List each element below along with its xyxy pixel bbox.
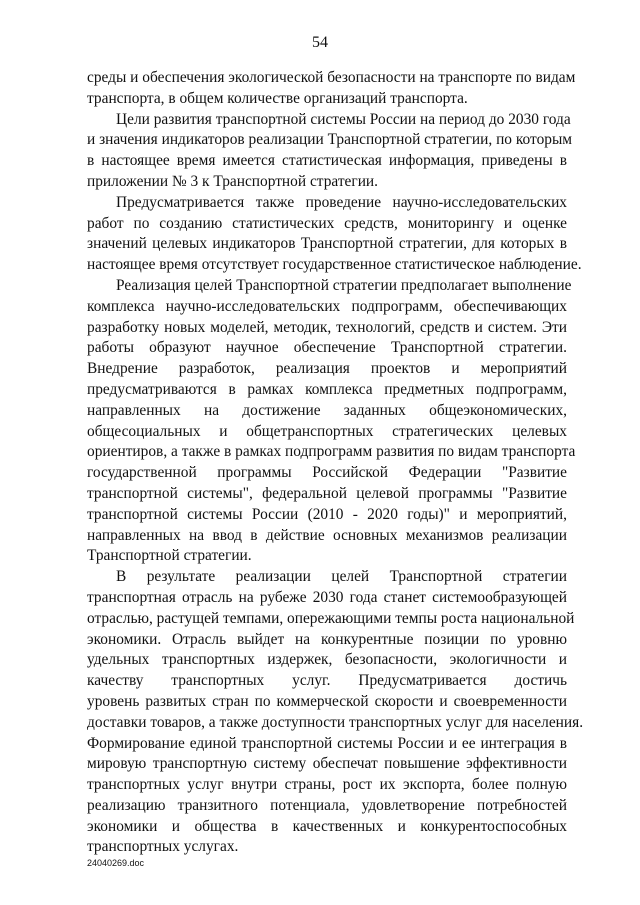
text-line: направленных на ввод в действие основных механизмов реализации xyxy=(87,526,567,544)
text-line: Предусматривается также проведение научно-исследовательских xyxy=(116,193,567,211)
paragraph-3 xyxy=(87,193,582,276)
paragraph-5 xyxy=(87,567,584,858)
text-line: В результате реализации целей Транспортной стратегии xyxy=(116,568,567,586)
text-line: мировую транспортную систему обеспечат повышение эффективности xyxy=(87,755,567,773)
text-line: экономики и общества в качественных и конкурентоспособных xyxy=(87,817,567,835)
text-line: разработку новых моделей, методик, технологий, средств и систем. Эти xyxy=(87,318,567,336)
text-line: и значения индикаторов реализации Транспортной стратегии, по которым xyxy=(87,131,573,149)
text-line: государственной программы Российской Федерации "Развитие xyxy=(87,464,567,482)
text-line: реализацию транзитного потенциала, удовлетворение потребностей xyxy=(87,796,567,814)
text-line: Внедрение разработок, реализация проектов и мероприятий xyxy=(87,360,567,378)
text-line: приложении № 3 к Транспортной стратегии. xyxy=(87,172,379,190)
text-line: среды и обеспечения экологической безопасности на транспорте по видам xyxy=(87,69,576,86)
text-line: транспортных услуг внутри страны, рост их экспорта, более полную xyxy=(87,776,567,794)
text-line: экономики. Отрасль выйдет на конкурентные позиции по уровню xyxy=(87,630,567,648)
text-line: комплекса научно-исследовательских подпрограмм, обеспечивающих xyxy=(87,297,567,315)
text-line: транспортных услугах. xyxy=(87,838,239,856)
text-line: удельных транспортных издержек, безопасности, экологичности и xyxy=(87,651,567,669)
paragraph-2 xyxy=(87,110,573,193)
text-line: транспортной системы России (2010 - 2020 годы)" и мероприятий, xyxy=(87,505,567,523)
paragraph-1 xyxy=(87,68,576,110)
footer-filename: 24040269.doc xyxy=(87,858,145,868)
text-line: Формирование единой транспортной системы России и ее интеграция в xyxy=(87,734,567,752)
page-number: 54 xyxy=(312,34,328,51)
text-line: настоящее время отсутствует государственное статистическое наблюдение. xyxy=(87,256,582,274)
text-line: направленных на достижение заданных общеэкономических, xyxy=(87,401,567,419)
paragraph-4 xyxy=(87,276,576,567)
text-line: Транспортной стратегии. xyxy=(87,547,252,565)
text-line: уровень развитых стран по коммерческой скорости и своевременности xyxy=(87,692,567,710)
text-line: предусматриваются в рамках комплекса предметных подпрограмм, xyxy=(87,380,567,398)
document-body xyxy=(87,68,584,858)
text-line: отраслью, растущей темпами, опережающими темпы роста национальной xyxy=(87,609,575,627)
text-line: доставки товаров, а также доступности транспортных услуг для населения. xyxy=(87,713,584,731)
text-line: ориентиров, а также в рамках подпрограмм развития по видам транспорта xyxy=(87,443,576,461)
text-line: в настоящее время имеется статистическая информация, приведены в xyxy=(87,152,567,170)
text-line: транспорта, в общем количестве организаций транспорта. xyxy=(87,89,468,107)
text-line: общесоциальных и общетранспортных стратегических целевых xyxy=(87,422,567,440)
text-line: транспортная отрасль на рубеже 2030 года станет системообразующей xyxy=(87,588,567,606)
text-line: транспортной системы", федеральной целевой программы "Развитие xyxy=(87,484,567,502)
text-line: работ по созданию статистических средств, мониторингу и оценке xyxy=(87,214,567,232)
text-line: Цели развития транспортной системы России на период до 2030 года xyxy=(116,110,571,128)
text-line: значений целевых индикаторов Транспортной стратегии, для которых в xyxy=(87,235,567,253)
text-line: качеству транспортных услуг. Предусматривается достичь xyxy=(87,672,567,690)
text-line: Реализация целей Транспортной стратегии предполагает выполнение xyxy=(116,276,572,294)
text-line: работы образуют научное обеспечение Транспортной стратегии. xyxy=(87,339,567,357)
